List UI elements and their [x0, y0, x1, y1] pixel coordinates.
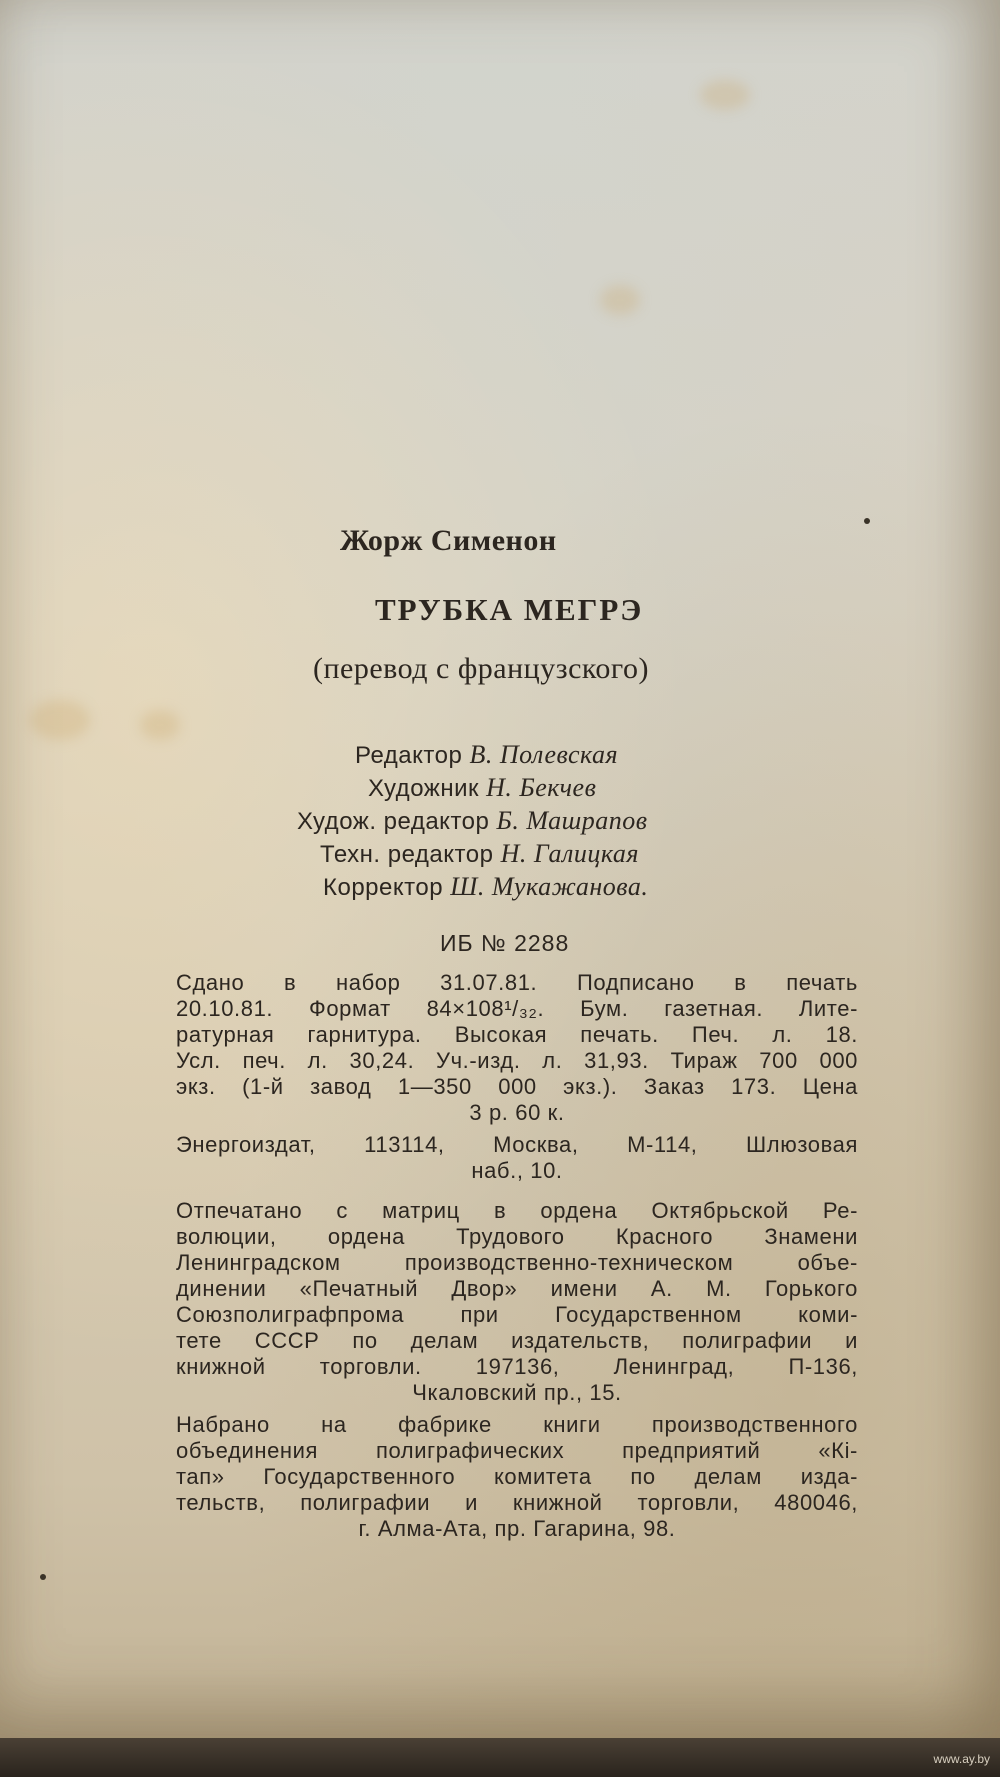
typesetting-line: Набрано на фабрике книги производственного: [176, 1412, 858, 1437]
paper-speck: [40, 1574, 46, 1580]
book-title: ТРУБКА МЕГРЭ: [375, 592, 644, 627]
credit-person: Ш. Мукажанова.: [450, 872, 649, 901]
paper-stain: [600, 285, 640, 315]
credit-artist: [368, 773, 596, 803]
page-edge-shadow: [0, 1738, 1000, 1777]
printing-house-line: книжной торговли. 197136, Ленинград, П-136,: [176, 1354, 858, 1379]
credit-role: Художник: [368, 775, 479, 802]
typesetting-line: тап» Государственного комитета по делам изда-: [176, 1464, 858, 1489]
paper-stain: [700, 80, 750, 110]
credit-role: Корректор: [323, 874, 444, 901]
paper-stain: [140, 710, 180, 740]
paper-stain: [30, 700, 90, 740]
credit-person: В. Полевская: [469, 740, 619, 769]
credit-role: Редактор: [355, 742, 463, 769]
print-details-line: экз. (1-й завод 1—350 000 экз.). Заказ 173. Цена: [176, 1074, 858, 1099]
credit-tech-editor: [320, 839, 639, 869]
print-details-line: 3 р. 60 к.: [469, 1100, 565, 1125]
typesetting-line: тельств, полиграфии и книжной торговли, 480046,: [176, 1490, 858, 1515]
printing-house-line: Ленинградском производственно-техническом объе-: [176, 1250, 858, 1275]
printing-house-line: динении «Печатный Двор» имени А. М. Горького: [176, 1276, 858, 1301]
print-details-line: Сдано в набор 31.07.81. Подписано в печать: [176, 970, 858, 995]
ib-number: ИБ № 2288: [440, 930, 570, 956]
typesetting-line: г. Алма-Ата, пр. Гагарина, 98.: [358, 1516, 676, 1541]
print-details-line: 20.10.81. Формат 84×108¹/₃₂. Бум. газетная. Лите-: [176, 996, 858, 1021]
print-details-line: Усл. печ. л. 30,24. Уч.-изд. л. 31,93. Тираж 700 000: [176, 1048, 858, 1073]
printing-house-line: Чкаловский пр., 15.: [412, 1380, 622, 1405]
book-subtitle: (перевод с французского): [313, 652, 649, 685]
credit-editor: [355, 740, 618, 770]
typesetting-line: объединения полиграфических предприятий «Кі-: [176, 1438, 858, 1463]
credit-proofreader: [323, 872, 648, 902]
credit-art-editor: [297, 806, 648, 836]
publisher-line: наб., 10.: [471, 1158, 563, 1183]
printing-house-line: тете СССР по делам издательств, полиграфии и: [176, 1328, 858, 1353]
author-name: Жорж Сименон: [340, 524, 557, 557]
credit-role: Худож. редактор: [297, 808, 490, 835]
credit-person: Н. Галицкая: [500, 839, 639, 868]
site-watermark: www.ay.by: [933, 1752, 990, 1766]
credit-role: Техн. редактор: [320, 841, 494, 868]
credit-person: Б. Машрапов: [496, 806, 648, 835]
print-details: [176, 970, 858, 1126]
publisher-line: Энергоиздат, 113114, Москва, М-114, Шлюзовая: [176, 1132, 858, 1157]
printing-house: [176, 1198, 858, 1406]
printing-house-line: волюции, ордена Трудового Красного Знамени: [176, 1224, 858, 1249]
typesetting-house: [176, 1412, 858, 1542]
publisher-address: [176, 1132, 858, 1184]
print-details-line: ратурная гарнитура. Высокая печать. Печ. л. 18.: [176, 1022, 858, 1047]
printing-house-line: Союзполиграфпрома при Государственном коми-: [176, 1302, 858, 1327]
paper-speck: [864, 518, 870, 524]
credit-person: Н. Бекчев: [486, 773, 597, 802]
printing-house-line: Отпечатано с матриц в ордена Октябрьской Ре-: [176, 1198, 858, 1223]
